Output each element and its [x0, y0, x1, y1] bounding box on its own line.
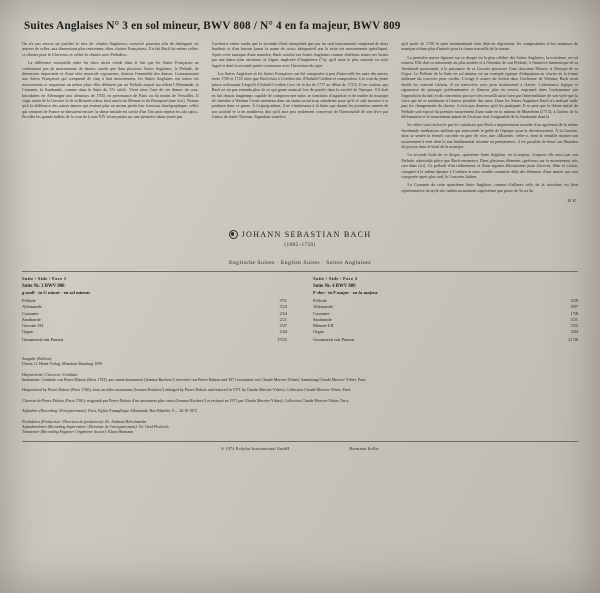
suite-key: F-dur · in F major · en fa majeur	[313, 289, 378, 295]
credit-entry	[22, 429, 578, 434]
essay-column-1	[22, 41, 199, 122]
table-row-total	[313, 335, 578, 343]
divider-bottom	[22, 441, 578, 442]
track-table	[313, 298, 578, 343]
track-time: 2'44	[279, 329, 287, 335]
paragraph: On n'a pas encore pu justifier le titre dit «Suites Anglaises» conservé pourtant afin de distinguer cet œuvres de celles, aux dimensions plus restreintes, dites «Suites Françaises». En fait Bach lui-même celles-ci «Suites pour le Clavecin» et celles-là «Suites avec Préludes».	[22, 41, 199, 57]
paragraph: La différence essentielle entre les deux séries réside dans le fait que les Suites Françaises ne contiennent pas de mouvements de danses, tandis que dans plusieurs Suites Anglaises, le Prélude, de dimension importante et d'une sève musicale vigoureuse, domine l'ensemble des danses. Contrairement aux Suites Françaises qui comprend de cinq à huit mouvements, les Suites Anglaises ont toutes six mouvements et respectent un même plan: elles débutent par un Prélude auquel succèdent l'Allemande, la Courante, la Sarabande, comme dans la Suite du 17e siècle. Vient alors l'une de ces danses de cour, introduites en Allemagne aux alentours de 1700, en provenance de Paris ou du moins de Versailles. Il s'agit tantôt de la Gavotte et de la Bourrée (deux fois) tantôt du Menuet et du Passepied (une fois). Notons qu'à la différence des autres danses qui avaient plus ou moins perdu leur fonction chorégraphique, celles qui venaient de France se dansaient encore: la danse initiale est suivie d'un Trio puis reprise en «da capo». En effet les grands ballets de la cour de Louis XIV n'exerçaient sur une première danse jouée par	[22, 60, 199, 120]
track-title: Menuet I/II	[313, 322, 334, 328]
paragraph: qu'à partir de 1730 la suite instrumentale était déjà en régression, les compositeurs et les amateurs de musique n'étant plus d'intérêt pour la forme nouvelle de la sonate.	[401, 41, 579, 52]
track-table	[22, 298, 287, 343]
divider	[22, 271, 578, 272]
track-title: Sarabande	[22, 316, 41, 322]
credit-label: Produktion (Production / Direction de production):	[22, 418, 105, 424]
side-2	[313, 276, 578, 343]
credit-entry	[22, 387, 578, 392]
editor-name: Hermann Keller	[349, 445, 380, 451]
total-label: Gesamtzeit mit Pausen	[313, 337, 355, 343]
total-time: 19'25	[277, 337, 287, 343]
credit-entry	[22, 372, 578, 383]
credit-label: Aufnahme (Recording / Enregistrement):	[22, 408, 88, 414]
footer	[22, 446, 578, 451]
track-title: Gavotte I/II	[22, 322, 44, 328]
essay-column-3	[401, 41, 578, 204]
side-label: Suite / Side / Face 2	[313, 276, 358, 282]
track-time: 2'24	[279, 310, 287, 316]
essay-signature: H.K.	[567, 198, 579, 204]
track-time: 4'29	[570, 298, 578, 304]
credit-entry	[22, 408, 578, 413]
track-title: Sarabande	[313, 316, 332, 322]
track-time: 3'21	[570, 316, 578, 322]
paragraph: La seconde Suite de ce disque, quatrième Suite Anglaise, en fa majeur, s'impose elle aussi par son Prélude, admirable pièce que Bach remaniera. Dans plusieurs éléments «précieux sur le mouvement, très rare dans (ici). Ce prélude d'un raffinement et d'une rigueur éblouissante pour clavecin, flûte et violon, comparé à la même époque à Coethen et sous semble connaitre déjà des éléments d'une œuvre qui sera composée après plus tard, le Concerto Italien.	[401, 152, 579, 179]
track-title: Allemande	[313, 304, 333, 310]
credit-text: Urtext, G. Henle Verlag, München-Duisburg 1958	[22, 361, 103, 367]
paragraph: La première œuvre figurant sur ce disque est la plus célèbre des Suites Anglaises, la troisième, en sol mineur. Elle doit sa renommée au plus austère et à l'étendue de son Prélude, à l'intuitive harmonique de sa Sarabande passionnée, à la puissance de sa Gavotte gracieuse l'une chaconne Maurre, à l'énergie de sa Gigue. Le Prélude de la Suite en sol mineur est un exemple typique d'adaptation au clavier de la forme italienne du concerto pour cordes. L'orage il assure du violon dans l'orchestre de Weimar, Bach avait étudié les concerti italiens. Il en transcrivis avec pour instrumente à clavier. L'alternance logique et rigoureuse de passages prédominantes et d'autres plus en renvoi, exprimée dans l'ordonnance par l'opposition du tutti et du concertino procure très recueilli aussi bien par l'intermédiaire de son style que la force qui ne se tardement à l'œuvre possible des mots. Dans les Suites Anglaises Bach n'a indiqué nulle part les changements de clavier; il n'est pas douteux qu'il les pratiquait. Il se peut que la thème initial du Prélude soit exposé du premier mouvement d'une suite en ut mineur de Muerheim (1714), à l'auteur de la déclamation et le mouvement animé de l'écriture font l'originalité de la Sarabande dont la	[401, 54, 579, 120]
track-time: 3'22	[570, 322, 578, 328]
track-time: 3'27	[279, 322, 287, 328]
stereo-circle-icon	[229, 230, 238, 239]
total-time: 21'30	[568, 337, 578, 343]
suite-name: Suite Nr. 3 BWV 808	[22, 284, 65, 290]
composer-block	[22, 230, 578, 248]
side-1	[22, 276, 287, 343]
composer-name: JOHANN SEBASTIAN BACH	[241, 230, 372, 240]
track-title: Courante	[313, 310, 330, 316]
track-title: Prélude	[22, 298, 36, 304]
credits-block	[22, 356, 578, 435]
credit-entry	[22, 398, 578, 403]
credit-label: Harpsichord / Clavecin / Cembalo:	[22, 371, 79, 377]
paragraph: La Courante de cette quatrième Suite Anglaise, comme d'ailleurs celle de la troisième est bien représentative du style trio italien au moment capricieuse que passe de 5a au 4a.	[401, 182, 579, 193]
side-label: Suite / Side / Face 1	[22, 276, 67, 282]
essay-column-2	[212, 41, 389, 122]
credit-text: Instrument: Cembalo von Pierre Dubois (Paris 1792), aus einem Instrument (Jeannot Ruckers?) erweitert von Pierre Dubois und 1971 restauriert von Claude Mercier-Ythier), Sammlung Claude Mercier-Ythier, Paris	[22, 377, 366, 383]
credit-label: Aufnahmeleiter (Recording Supervision / Directeur de l'enregistrement):	[22, 423, 139, 429]
copyright-notice: ℗ 1974 Polydor International GmbH	[220, 445, 290, 451]
credit-text: Dr. Gerd Ploebsch	[139, 423, 169, 429]
track-time: 3'24	[279, 304, 287, 310]
credit-label: Ausgabe (Edition):	[22, 355, 53, 361]
suites-heading: Englische Suiten · English Suites · Suites Anglaises	[228, 260, 372, 267]
table-row-total	[22, 335, 287, 343]
suite-name: Suite Nr. 4 BWV 809	[313, 284, 356, 290]
liner-notes	[22, 20, 578, 451]
credit-text: Clavecin de Pierre Dubois (Paris 1760), réagrandi par Pierre Dubois d'un instrument plus vieux (Jeannot Ruckers?) et restauré en 1971 par Claude Mercier-Ythier), Collection Claude Mercier-Ythier, Paris	[22, 397, 349, 403]
track-time: 3'44	[570, 329, 578, 335]
total-label: Gesamtzeit mit Pausen	[22, 337, 64, 343]
credit-label: Tonmeister (Recording Engineer / Ingénieur du son):	[22, 429, 108, 435]
track-title: Allemande	[22, 304, 42, 310]
paragraph: l'orchestre entier tandis que la seconde s'était interprétée que par un seul instrumental comprend de deux hautbois et d'un basson (aussi la nome de «trio» désignait-il par la suite ses mouvements spécifique). Après cette musique d'une manière, Bach conclut ses Suites Anglaises comme d'ailleurs toutes ses Suites par une danse plus ancienne, la Gigue, implorée d'Angleterre (7a), qu'il insta le plus souvent en style fugué et dont la seconde partie commence avec l'inversion du sujet.	[211, 41, 389, 68]
credit-text: Harpsichord by Pierre Dubois (Paris 1760), from an older instrument (Jeannot Ruckers?) enlarged by Pierre Dubois and restored in 1971 by Claude Mercier-Ythier), Collection Claude Mercier-Ythier, Paris	[22, 387, 351, 393]
suite-key: g-moll · in G minor · en sol mineur	[22, 289, 91, 295]
page-title: Suites Anglaises N° 3 en sol mineur, BWV 808 / N° 4 en fa majeur, BWV 809	[24, 20, 401, 32]
paragraph: les effets sont renforcés par les variations que Bach a négativement mondée d'un agrément de la même Sarabande: médiations sublime qui transcende le gelée de l'époque pour la divertissement. À la Gavotte, dont se semée la fermel, succède en gare de vice, une «Musette» celle-ci, dont la sensible montre son mouvement à vent dont la son fondamental résonne en permanence, il est possible de baser sur l'humeur de paysan dans le bruit de la musique.	[401, 122, 579, 150]
credit-entry	[22, 356, 578, 367]
credit-text: Klaus Hiemann	[108, 429, 134, 435]
credit-text: Paris, Eglise Evangélique Allemande, Rue Blanche, 9.—16.10.1972	[88, 408, 198, 414]
essay-columns	[22, 41, 578, 204]
credit-text: Dr. Andreas Holschneider	[105, 418, 147, 424]
composer-dates: (1685–1750)	[284, 242, 316, 249]
track-time: 3'07	[570, 304, 578, 310]
track-title: Gigue	[313, 329, 324, 335]
track-listing	[22, 276, 578, 343]
track-title: Courante	[22, 310, 39, 316]
track-title: Gigue	[22, 329, 33, 335]
track-time: 1'58	[570, 310, 578, 316]
composer-name-row	[22, 230, 578, 239]
track-time: 3'51	[279, 298, 287, 304]
track-title: Prélude	[313, 298, 327, 304]
track-time: 2'21	[279, 316, 287, 322]
paragraph: Les Suites Anglaises et les Suites Françaises ont été composées à peu d'intervalle les unes des autres, entre 1720 et 1723 alors que Bach était à Coethen duc d'Anhalt-Coethen et compositeur à la cour du jeune prince mélomane Léopold d'Anhalt-Coethen (ceci de la fin de 1717 au début de 1723). Il est curieux que Bach ne ait pas entendu plus de ce qui genre musical lors de pareils dans la société de l'époque. S'il était en fait depuis longtemps capable de composer une suite, se fonctions d'organiste et de maître de musique de chambre à Weimar l'avait maintenu dans un statut social trop subalterne pour qu'il se crût autorisé à se produire dans ce genre. À Leipzig même, il ne s'intéressera à la Suite que durant les premières années de son activité et si en nombreux dits qu'il aura pris seulement concevoir de l'homonalité de son livre par Cantor de Saint-Thomas. Signalons toutefois	[211, 70, 389, 120]
